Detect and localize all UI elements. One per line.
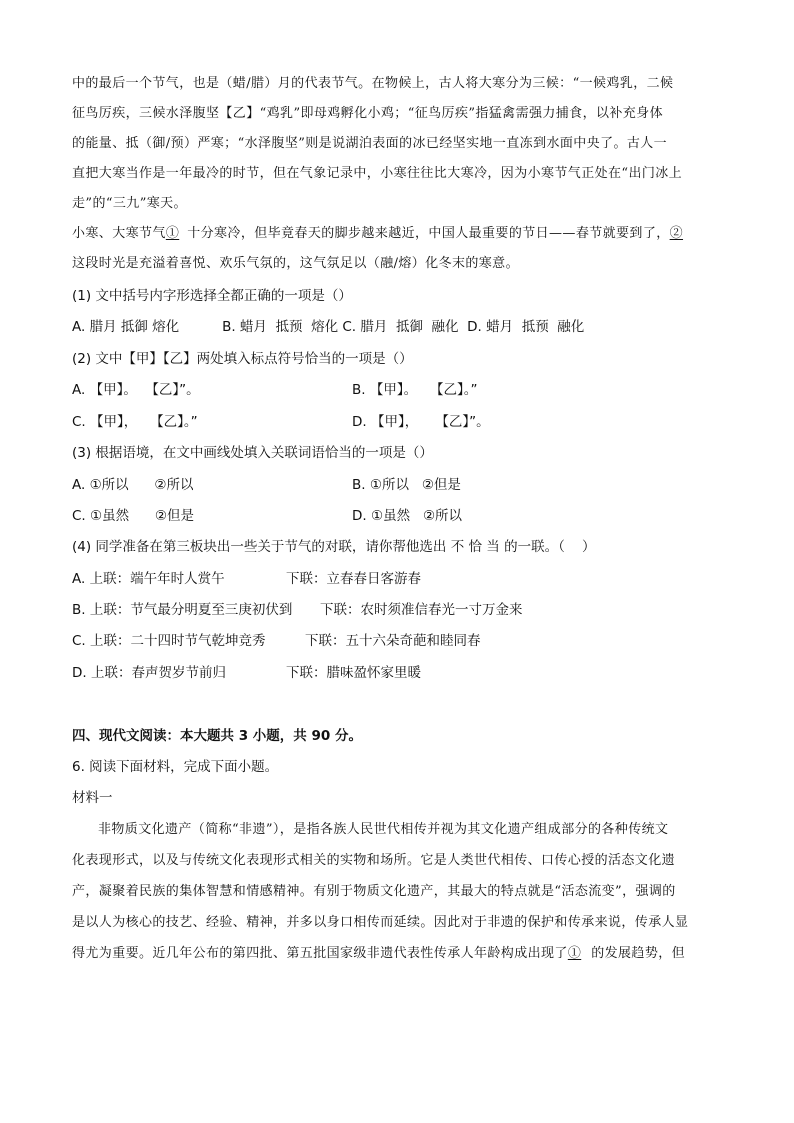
q3-option-b: B. ①所以 ②但是 xyxy=(352,477,461,493)
q3-stem: (3) 根据语境，在文中画线处填入关联词语恰当的一项是（） xyxy=(72,445,433,461)
material-1-line-1: 非物质文化遗产（简称“非遗”），是指各族人民世代相传并视为其文化遗产组成部分的各种传统文 xyxy=(98,822,669,837)
q6-stem: 6. 阅读下面材料，完成下面小题。 xyxy=(72,759,279,775)
passage-line-2: 征鸟厉疾，三候水泽腹坚【乙】“鸡乳”即母鸡孵化小鸡；“征鸟厉疾”指猛禽需强力捕食，以补充身体 xyxy=(72,106,663,121)
section-4-heading: 四、现代文阅读：本大题共 3 小题，共 90 分。 xyxy=(72,728,362,744)
q1-stem: (1) 文中括号内字形选择全都正确的一项是（） xyxy=(72,288,352,304)
material-1-line-5-a: 得尤为重要。近几年公布的第四批、第五批国家级非遗代表性传承人年龄构成出现了 xyxy=(72,946,568,961)
q4-option-a-up: A. 上联：端午年时人赏午 xyxy=(72,571,225,587)
q3-option-c: C. ①虽然 ②但是 xyxy=(72,508,194,524)
passage-p2-text-a: 小寒、大寒节气 xyxy=(72,226,166,241)
q3-option-a: A. ①所以 ②所以 xyxy=(72,477,194,493)
q1-options: A. 腊月 抵御 熔化 B. 蜡月 抵预 熔化 C. 腊月 抵御 融化 D. 蜡月 抵预 融化 xyxy=(72,319,585,335)
q2-stem: (2) 文中【甲】【乙】两处填入标点符号恰当的一项是（） xyxy=(72,351,413,367)
passage-line-4: 直把大寒当作是一年最冷的时节，但在气象记录中，小寒往往比大寒冷，因为小寒节气正处在“出门冰上 xyxy=(72,166,683,181)
material-1-line-5 xyxy=(72,942,685,961)
material-1-line-4: 是以人为核心的技艺、经验、精神，并多以身口相传而延续。因此对于非遗的保护和传承来说，传承人显 xyxy=(72,915,689,930)
q4-option-c-up: C. 上联：二十四时节气乾坤竞秀 xyxy=(72,633,266,649)
q4-option-b-up: B. 上联：节气最分明夏至三庚初伏到 xyxy=(72,602,293,618)
blank-marker-3: ① xyxy=(567,946,582,961)
material-1-title: 材料一 xyxy=(72,790,113,806)
q4-option-d-down: 下联：腊味盈怀家里暖 xyxy=(286,665,421,681)
material-1-line-3: 产，凝聚着民族的集体智慧和情感精神。有别于物质文化遗产，其最大的特点就是“活态流变”，强调的 xyxy=(72,884,676,899)
q4-stem-b: 的一联。（ ） xyxy=(504,539,596,555)
q4-stem-emphasis: 不 恰 当 xyxy=(446,539,505,555)
passage-p2-line-1 xyxy=(72,222,683,241)
q3-option-d: D. ①虽然 ②所以 xyxy=(352,508,463,524)
blank-marker-2: ② xyxy=(669,226,684,241)
passage-p2-line-2: 这段时光是充溢着喜悦、欢乐气氛的，这气氛足以（融/熔）化冬末的寒意。 xyxy=(72,256,519,271)
q4-option-b-down: 下联：农时须准信春光一寸万金来 xyxy=(320,602,523,618)
q2-option-d: D. 【甲】， 【乙】”。 xyxy=(352,414,490,430)
q4-option-c-down: 下联：五十六朵奇葩和睦同春 xyxy=(305,633,481,649)
q2-option-a: A. 【甲】。 【乙】”。 xyxy=(72,382,200,398)
q2-option-b: B. 【甲】。 【乙】。” xyxy=(352,382,478,398)
material-1-line-2: 化表现形式，以及与传统文化表现形式相关的实物和场所。它是人类世代相传、口传心授的活态文化遗 xyxy=(72,853,676,868)
passage-line-1: 中的最后一个节气，也是（蜡/腊）月的代表节气。在物候上，古人将大寒分为三候：“一候鸡乳，二候 xyxy=(72,76,674,91)
material-1-line-5-b: 的发展趋势，但 xyxy=(591,946,686,961)
passage-line-5: 走”的“三九”寒天。 xyxy=(72,196,187,211)
q4-stem-a: (4) 同学准备在第三板块出一些关于节气的对联，请你帮他选出 xyxy=(72,539,447,555)
blank-marker-1: ① xyxy=(165,226,180,241)
q4-option-d-up: D. 上联：春声贺岁节前归 xyxy=(72,665,226,681)
passage-p2-text-b: 十分寒冷，但毕竟春天的脚步越来越近，中国人最重要的节日——春节就要到了， xyxy=(187,226,670,241)
passage-line-3: 的能量、抵（御/预）严寒；“水泽腹坚”则是说湖泊表面的冰已经坚实地一直冻到水面中央了。古人一 xyxy=(72,136,668,151)
q2-option-c: C. 【甲】， 【乙】。” xyxy=(72,414,198,430)
q4-stem xyxy=(72,535,596,555)
q4-option-a-down: 下联：立春春日客游春 xyxy=(286,571,421,587)
